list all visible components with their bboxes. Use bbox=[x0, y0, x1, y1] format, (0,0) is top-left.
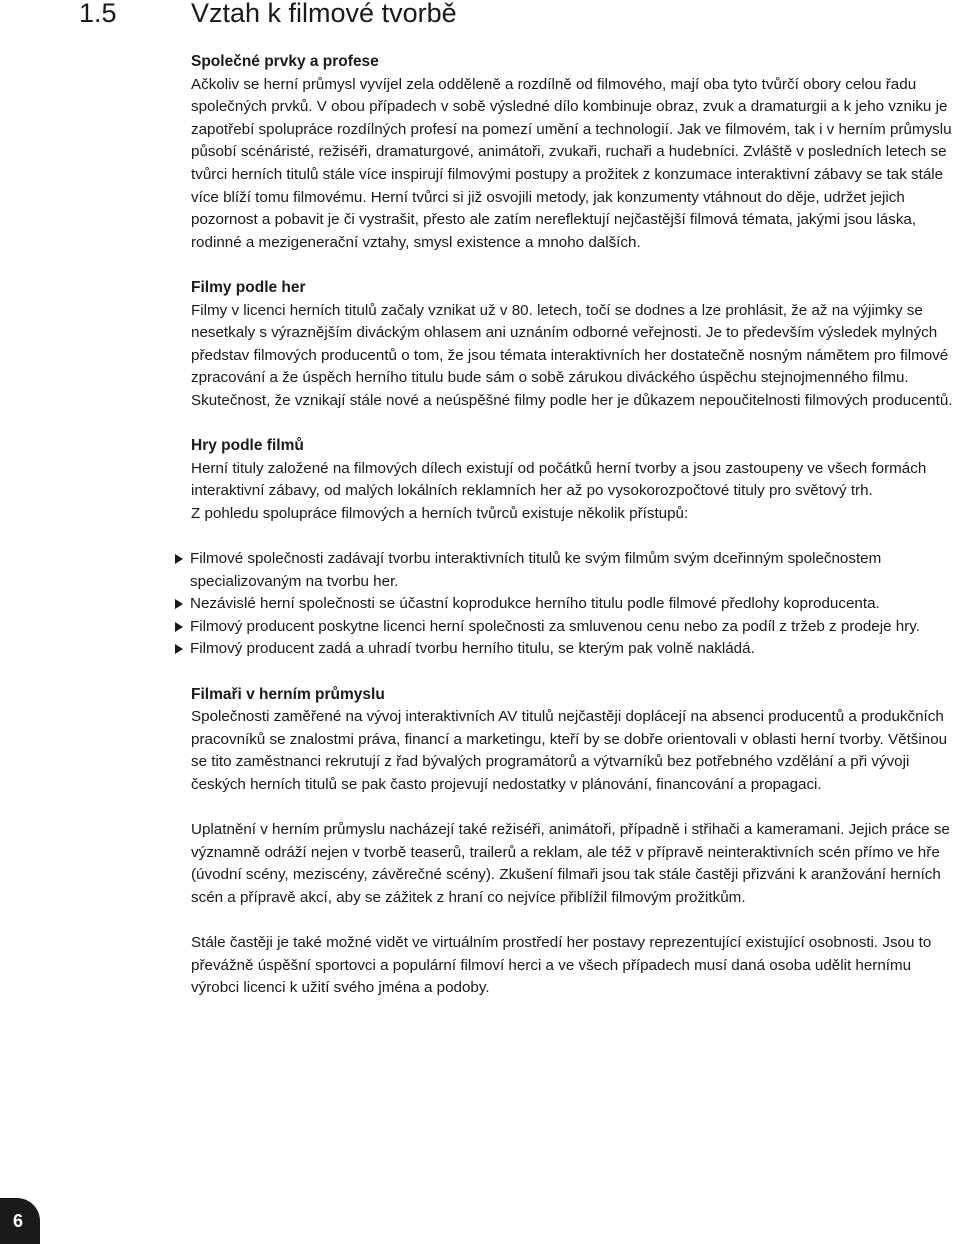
list-item-text: Nezávislé herní společnosti se účastní koprodukce herního titulu podle filmové předlohy koproducenta. bbox=[190, 595, 880, 613]
triangle-bullet-icon bbox=[175, 599, 183, 609]
list-item bbox=[175, 548, 959, 593]
section-title: Filmaři v herním průmyslu bbox=[191, 685, 385, 703]
list-item-text: Filmový producent zadá a uhradí tvorbu herního titulu, se kterým pak volně nakládá. bbox=[190, 640, 755, 658]
section-title: Filmy podle her bbox=[191, 278, 306, 296]
section-title: Společné prvky a profese bbox=[191, 53, 379, 70]
page-content bbox=[191, 51, 959, 1000]
paragraph: Společnosti zaměřené na vývoj interaktivních AV titulů nejčastěji doplácejí na absenci producentů a produkčních pracovníků se znalostmi práva, financí a marketingu, kteří by se dobře orientovali v oblasti herní tvorby. Většinou se tito zaměstnanci rekrutují z řad bývalých programátorů a výtvarníků bez potřebného vzdělání a při vývoji českých herních titulů se pak často projevují nedostatky v plánování, financování a propagaci. bbox=[191, 708, 948, 793]
paragraph: Ačkoliv se herní průmysl vyvíjel zela odděleně a rozdílně od filmového, mají oba tyto tvůrčí obory celou řadu společných prvků. V obou případech v sobě výsledné dílo kombinuje obraz, zvuk a dramaturgii a k jeho vzniku je zapotřebí spolupráce rozdílných profesí na pomezí umění a technologií. Jak ve filmovém, tak i v herním průmyslu působí scénáristé, režiséři, dramaturgové, animátoři, zvukaři, ruchaři a hudebníci. Zvláště v posledních letech se tvůrci herních titulů stále více inspirují filmovými postupy a prožitek z konzumace interaktivní zábavy se tak stále více blíží tomu filmovému. Herní tvůrci si již osvojili metody, jak konzumenty vtáhnout do děje, udržet jejich pozornost a pobavit je či vystrašit, přesto ale zatím nereflektují nejčastější filmová témata, jakými jsou láska, rodinné a mezigenerační vztahy, smysl existence a mnoho dalších. bbox=[191, 75, 952, 251]
approach-list bbox=[175, 548, 959, 661]
chapter-title: Vztah k filmové tvorbě bbox=[191, 0, 457, 28]
section-title: Hry podle filmů bbox=[191, 437, 304, 455]
page-number: 6 bbox=[12, 1210, 23, 1231]
paragraph: Stále častěji je také možné vidět ve virtuálním prostředí her postavy reprezentující existující osobnosti. Jsou to převážně úspěšní sportovci a populární filmoví herci a ve všech případech musí daná osoba udělit hernímu výrobci licenci k užití svého jména a podoby. bbox=[191, 934, 932, 997]
paragraph: Uplatnění v herním průmyslu nacházejí také režiséři, animátoři, případně i střihači a kameramani. Jejich práce se významně odráží nejen v tvorbě teaserů, trailerů a reklam, ale též v přípravě neinteraktivních scén přímo ve hře (úvodní scény, meziscény, závěrečné scény). Zkušení filmaři jsou tak stále častěji přizváni k aranžování herních scén a přípravě akcí, aby se zážitek z hraní co nejvíce přiblížil filmovým prožitkům. bbox=[191, 821, 950, 906]
triangle-bullet-icon bbox=[175, 554, 183, 564]
paragraph: Z pohledu spolupráce filmových a herních tvůrců existuje několik přístupů: bbox=[191, 504, 689, 522]
triangle-bullet-icon bbox=[175, 622, 183, 632]
triangle-bullet-icon bbox=[175, 644, 183, 654]
list-item bbox=[175, 616, 959, 639]
paragraph: Herní tituly založené na filmových dílech existují od počátků herní tvorby a jsou zastoupeny ve všech formách interaktivní zábavy, od malých lokálních reklamních her až po vysokorozpočtové tituly pro světový trh. bbox=[191, 459, 927, 500]
list-item-text: Filmové společnosti zadávají tvorbu interaktivních titulů ke svým filmům svým dceřinným společnostem specializovaným na tvorbu her. bbox=[190, 550, 882, 590]
chapter-number: 1.5 bbox=[79, 0, 117, 28]
section-games-from-films bbox=[191, 435, 959, 661]
list-item-text: Filmový producent poskytne licenci herní společnosti za smluvenou cenu nebo za podíl z tržeb z prodeje hry. bbox=[190, 617, 920, 635]
list-item bbox=[175, 593, 959, 616]
list-item bbox=[175, 638, 959, 661]
page-number-badge bbox=[0, 1198, 40, 1244]
section-filmmakers-in-games bbox=[191, 684, 959, 1000]
section-films-from-games bbox=[191, 277, 959, 413]
chapter-heading bbox=[0, 0, 960, 34]
section-common-elements bbox=[191, 51, 959, 254]
paragraph: Filmy v licenci herních titulů začaly vznikat už v 80. letech, točí se dodnes a lze prohlásit, že až na výjimky se nesetkaly s výraznějším diváckým ohlasem ani uznáním odborné veřejnosti. Je to především výsledek mylných představ filmových producentů o tom, že jsou témata interaktivních her dostatečně nosným námětem pro filmové zpracování a že úspěch herního titulu bude sám o sobě zárukou diváckého úspěchu stejnojmenného filmu. Skutečnost, že vznikají stále nové a neúspěšné filmy podle her je důkazem nepoučitelnosti filmových producentů. bbox=[191, 301, 953, 409]
